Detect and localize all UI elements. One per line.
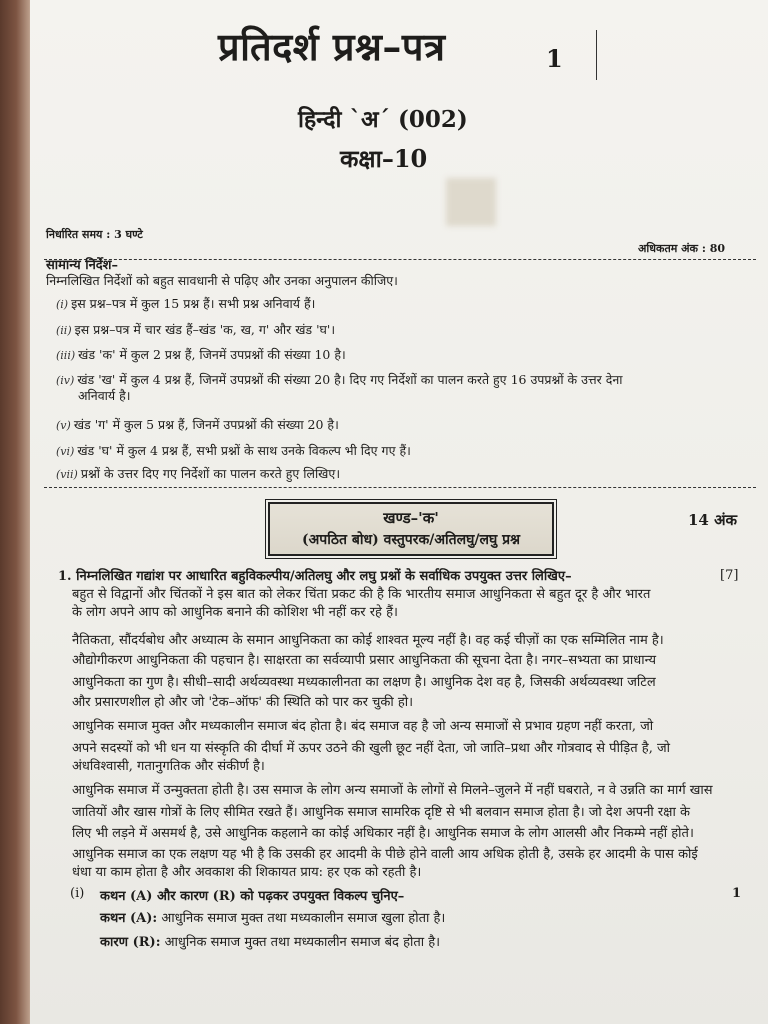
smudge-mark: [446, 178, 496, 226]
passage-line: अपने सदस्यों को भी धन या संस्कृति की दीर्घा में ऊपर उठने की खुली छूट नहीं देता, जो जाति–प्रथा और गोत्रवाद से पीड़ित है, जो: [72, 741, 670, 756]
passage-line: आधुनिक समाज में उन्मुक्तता होती है। उस समाज के लोग अन्य समाजों के लोगों से मिलने–जुलने में नहीं घबराते, न वे उन्नति का मार्ग खास: [72, 783, 713, 798]
passage-line: आधुनिक समाज मुक्त और मध्यकालीन समाज बंद होता है। बंद समाज वह है जो अन्य समाजों से प्रभाव ग्रहण नहीं करता, जो: [72, 719, 654, 734]
reason-line: [100, 932, 440, 950]
assertion-line: [100, 908, 445, 926]
assertion-label: कथन (A):: [100, 911, 158, 926]
instruction-item: (vii) प्रश्नों के उत्तर दिए गए निर्देशों का पालन करते हुए लिखिए।: [56, 466, 341, 481]
instructions-heading: सामान्य निर्देश–: [46, 258, 119, 273]
passage-line: आधुनिकता का गुण है। सीधी–सादी अर्थव्यवस्था मध्यकालीनता का लक्षण है। आधुनिक देश वह है, जिसकी अर्थव्यवस्था जटिल: [72, 675, 656, 690]
passage-line: नैतिकता, सौंदर्यबोध और अध्यात्म के समान आधुनिकता का कोई शाश्वत मूल्य नहीं है। वह कई चीज़ों का एक सम्मिलित नाम है।: [72, 633, 664, 648]
passage-line: और प्रसारणशील हो और जो 'टेक–ऑफ' की स्थिति को पार कर चुकी हो।: [72, 695, 414, 710]
section-title: खण्ड–'क': [383, 509, 439, 527]
class-label: कक्षा–10: [340, 144, 428, 173]
instruction-item: (vi) खंड 'घ' में कुल 4 प्रश्न हैं, सभी प्रश्नों के साथ उनके विकल्प भी दिए गए हैं।: [56, 443, 411, 458]
divider-top: [44, 259, 756, 260]
divider-bottom: [44, 487, 756, 488]
page-title: प्रतिदर्श प्रश्न–पत्र: [218, 24, 446, 69]
paper-number: 1: [546, 44, 563, 73]
sub-question-prompt: कथन (A) और कारण (R) को पढ़कर उपयुक्त विकल्प चुनिए–: [100, 889, 405, 904]
passage-line: के लोग अपने आप को आधुनिक बनाने की कोशिश भी नहीं कर रहे हैं।: [72, 605, 398, 620]
exam-page: [30, 0, 768, 1024]
instruction-item: (ii) इस प्रश्न–पत्र में चार खंड हैं–खंड 'क, ख, ग' और खंड 'घ'।: [56, 322, 336, 337]
reason-text: आधुनिक समाज मुक्त तथा मध्यकालीन समाज बंद होता है।: [164, 935, 441, 950]
section-subtitle: (अपठित बोध) वस्तुपरक/अतिलघु/लघु प्रश्न: [301, 532, 521, 548]
instruction-item-continued: अनिवार्य है।: [78, 388, 131, 403]
question-1-marks: [7]: [720, 568, 739, 583]
passage-line: धंधा या काम होता है और अवकाश की शिकायत प्राय: हर एक को रहती है।: [72, 865, 422, 880]
passage-line: जातियों और खास गोत्रों के लिए सीमित रखते हैं। आधुनिक समाज सामरिक दृष्टि से भी बलवान समाज होता है। जो देश अपनी रक्षा के: [72, 805, 690, 820]
passage-line: आधुनिक समाज का एक लक्षण यह भी है कि उसकी हर आदमी के पीछे होने वाली आय अधिक होती है, उसके हर आदमी के पास कोई: [72, 847, 698, 862]
passage-line: बहुत से विद्वानों और चिंतकों ने इस बात को लेकर चिंता प्रकट की है कि भारतीय समाज आधुनिकता से बहुत दूर है और भारत: [72, 587, 651, 602]
instruction-item: (iv) खंड 'ख' में कुल 4 प्रश्न हैं, जिनमें उपप्रश्नों की संख्या 20 है। दिए गए निर्देशों का पालन करते हुए 16 उपप्रश्नों के उत्तर देना: [56, 372, 623, 387]
instructions-intro: निम्नलिखित निर्देशों को बहुत सावधानी से पढ़िए और उनका अनुपालन कीजिए।: [46, 273, 398, 288]
section-marks: 14 अंक: [688, 511, 738, 529]
instruction-item: (v) खंड 'ग' में कुल 5 प्रश्न हैं, जिनमें उपप्रश्नों की संख्या 20 है।: [56, 417, 339, 432]
subject-code: हिन्दी `अ´ (002): [298, 106, 468, 133]
passage-line: अंधविश्वासी, गतानुगतिक और संकीर्ण है।: [72, 759, 265, 774]
instruction-item: (i) इस प्रश्न–पत्र में कुल 15 प्रश्न हैं। सभी प्रश्न अनिवार्य हैं।: [56, 296, 316, 311]
passage-line: लिए भी लड़ने में असमर्थ है, उसे आधुनिक कहलाने का कोई अधिकार नहीं है। आधुनिक समाज के लोग आलसी और निकम्मे नहीं होते।: [72, 826, 694, 841]
passage-line: औद्योगीकरण आधुनिकता की पहचान है। साक्षरता का सर्वव्यापी प्रसार आधुनिकता की सूचना देता है। नगर–सभ्यता का प्राधान्य: [72, 653, 657, 668]
section-heading-box: [268, 502, 554, 556]
question-1-prompt: 1. निम्नलिखित गद्यांश पर आधारित बहुविकल्पीय/अतिलघु और लघु प्रश्नों के सर्वाधिक उपयुक्त उत्तर लिखिए–: [58, 569, 572, 584]
instruction-item: (iii) खंड 'क' में कुल 2 प्रश्न हैं, जिनमें उपप्रश्नों की संख्या 10 है।: [56, 347, 346, 362]
sub-question-marks: 1: [732, 886, 742, 901]
assertion-text: आधुनिक समाज मुक्त तथा मध्यकालीन समाज खुला होता है।: [161, 911, 446, 926]
max-marks: अधिकतम अंक : 80: [638, 242, 726, 255]
sub-question-number: (i): [70, 886, 85, 901]
reason-label: कारण (R):: [100, 935, 161, 950]
pen-mark-line: [596, 30, 597, 80]
time-allowed: निर्धारित समय : 3 घण्टे: [46, 228, 143, 241]
